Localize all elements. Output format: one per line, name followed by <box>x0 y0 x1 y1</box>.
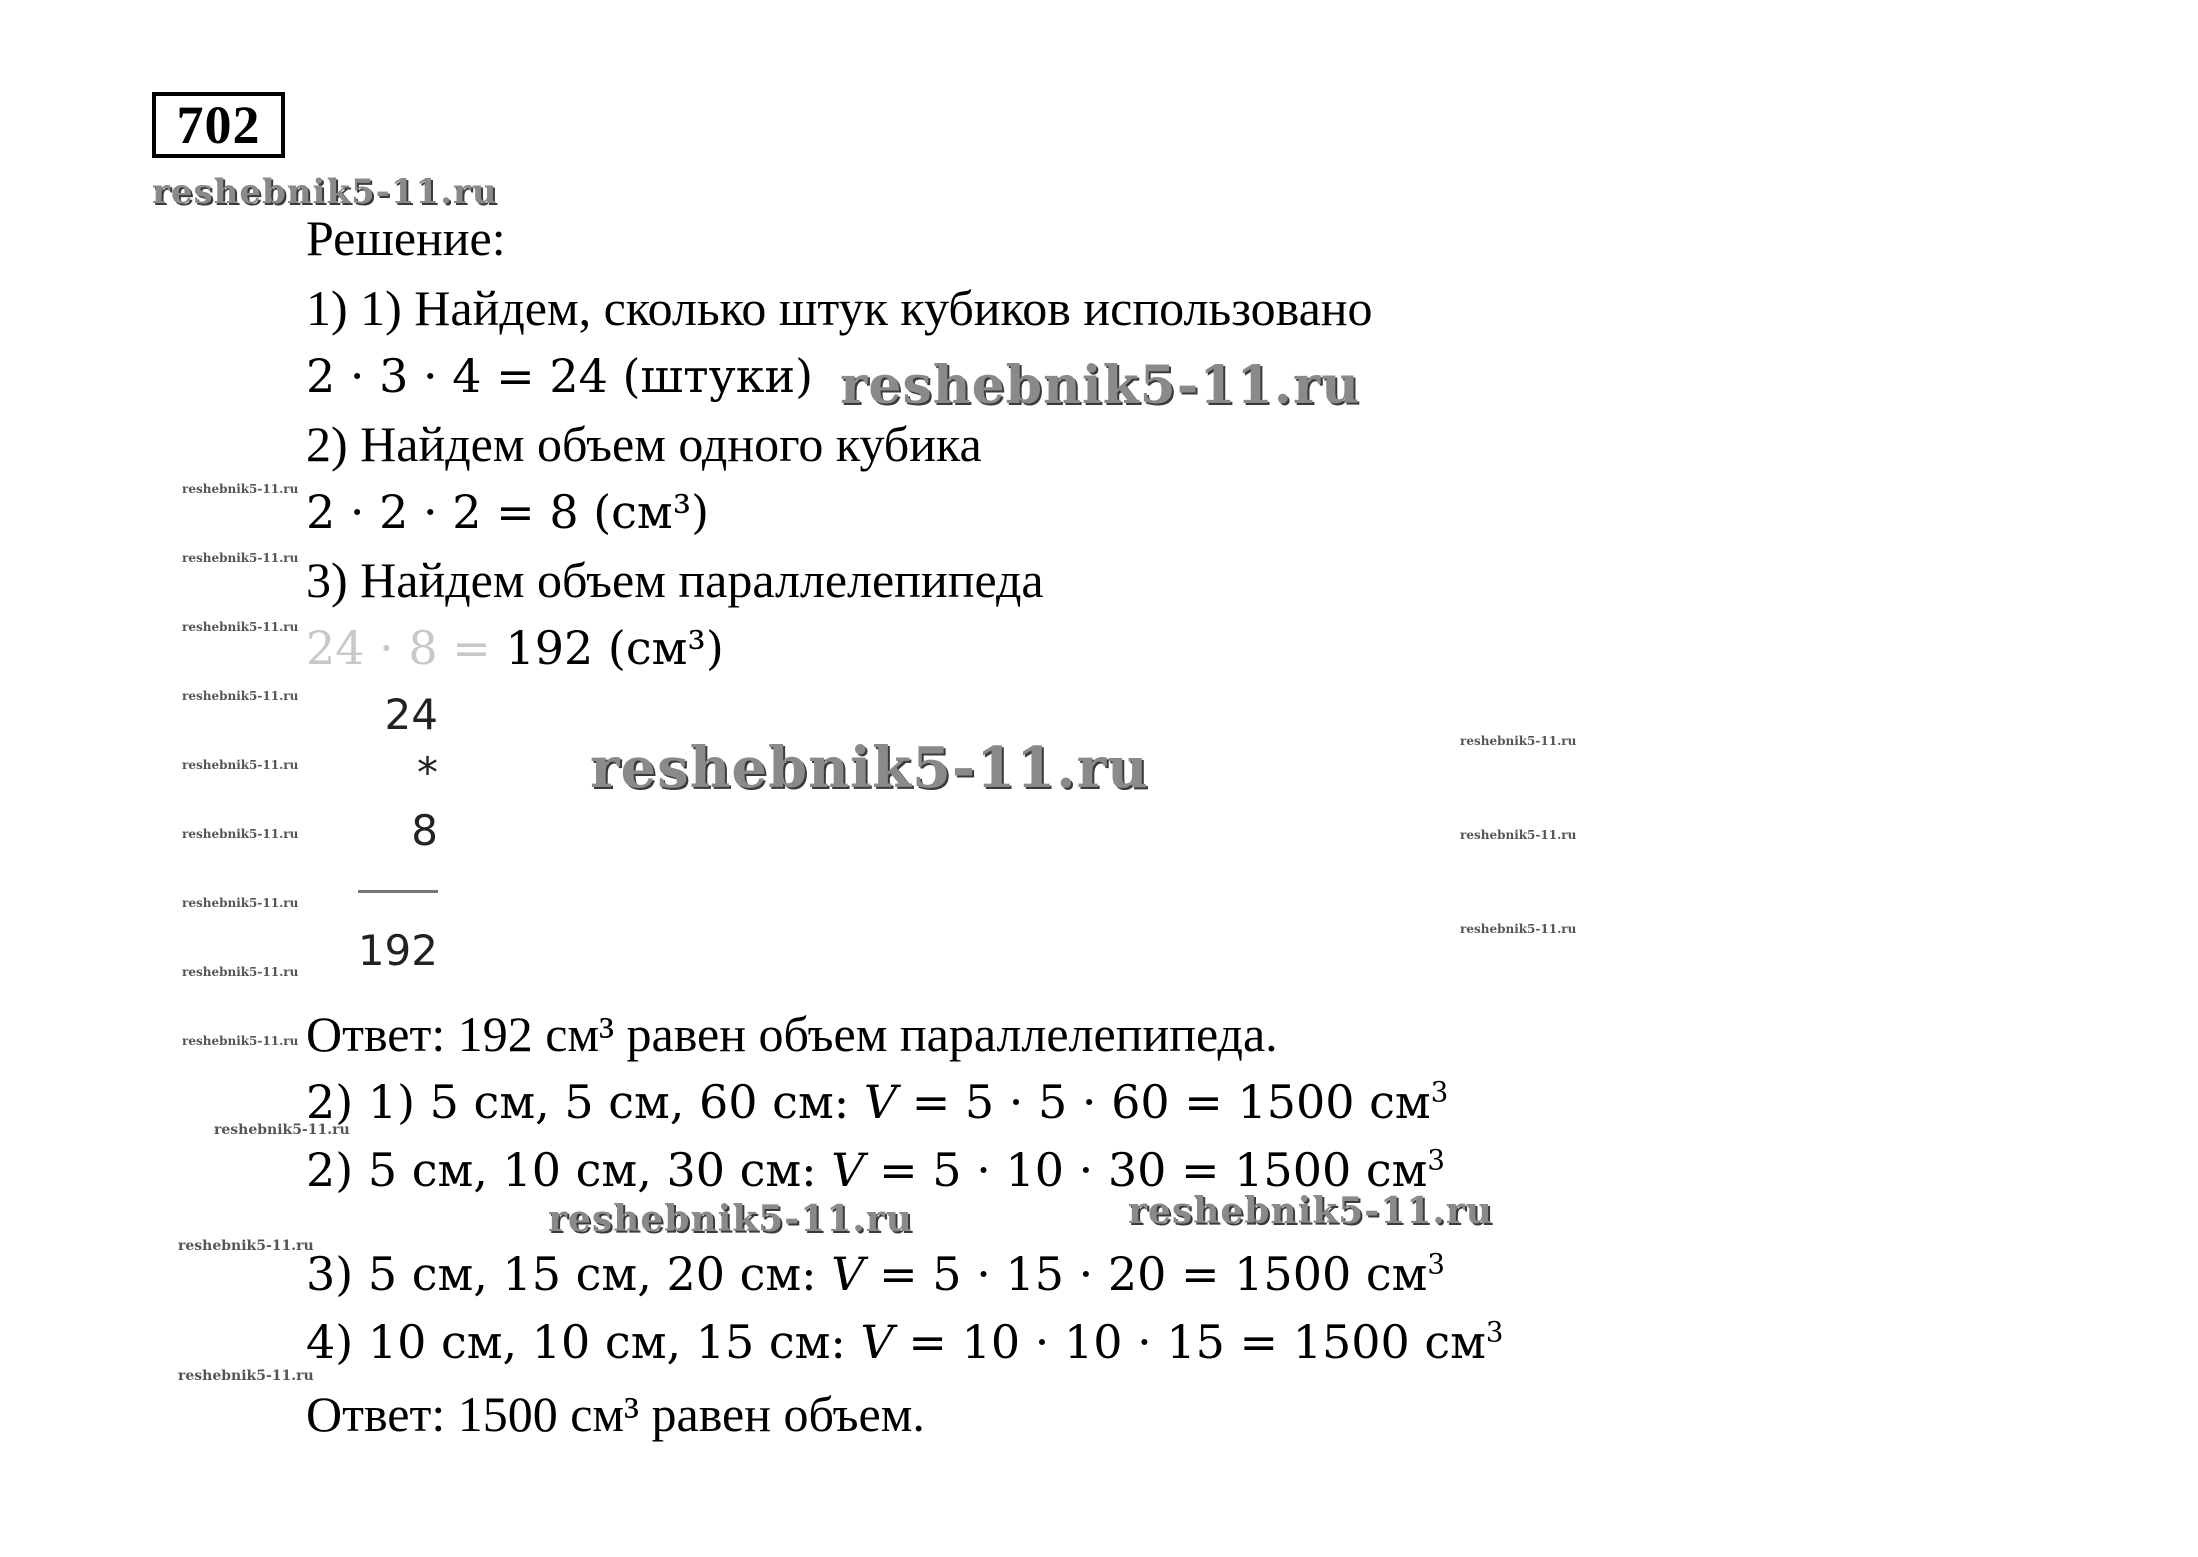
case2-formula: = 5 · 10 · 30 = 1500 см <box>879 1143 1428 1197</box>
watermark: reshebnik5-11.ru <box>548 1198 913 1240</box>
exponent: 3 <box>1430 1075 1449 1109</box>
watermark-small: reshebnik5-11.ru <box>182 689 299 703</box>
calc-divider <box>358 890 438 893</box>
solution-heading: Решение: <box>306 210 506 266</box>
case3-dimensions: 3) 5 см, 15 см, 20 см: <box>306 1247 832 1301</box>
watermark: reshebnik5-11.ru <box>1128 1190 1493 1232</box>
volume-symbol: V <box>831 1247 865 1301</box>
part1-step3-title: 3) Найдем объем параллелепипеда <box>306 552 1044 608</box>
case2-dimensions: 2) 5 см, 10 см, 30 см: <box>306 1143 832 1197</box>
case3-formula: = 5 · 15 · 20 = 1500 см <box>879 1247 1428 1301</box>
calc-product: 192 <box>357 926 438 975</box>
case4-dimensions: 4) 10 см, 10 см, 15 см: <box>306 1315 861 1369</box>
part1-step1-title: 1) 1) Найдем, сколько штук кубиков использовано <box>306 280 1373 336</box>
exponent: 3 <box>1427 1143 1445 1177</box>
exponent: 3 <box>1427 1247 1445 1281</box>
watermark-small: reshebnik5-11.ru <box>178 1368 314 1384</box>
part1-step3-equation <box>306 618 724 678</box>
watermark-small: reshebnik5-11.ru <box>1460 922 1577 936</box>
watermark: reshebnik5-11.ru <box>840 355 1361 416</box>
watermark-small: reshebnik5-11.ru <box>182 965 299 979</box>
watermark-small: reshebnik5-11.ru <box>182 896 299 910</box>
exponent: 3 <box>1485 1315 1504 1349</box>
case1-dimensions: 2) 1) 5 см, 5 см, 60 см: <box>306 1075 864 1129</box>
part1-step2-title: 2) Найдем объем одного кубика <box>306 416 982 472</box>
calc-multiplier: 8 <box>411 806 438 855</box>
faded-equation-left: 24 · 8 = <box>306 621 491 675</box>
part1-step1-equation: 2 · 3 · 4 = 24 (штуки) <box>306 349 814 403</box>
watermark-small: reshebnik5-11.ru <box>182 551 299 565</box>
watermark: reshebnik5-11.ru <box>152 172 498 212</box>
volume-symbol: V <box>831 1143 865 1197</box>
watermark-small: reshebnik5-11.ru <box>182 1034 299 1048</box>
watermark: reshebnik5-11.ru <box>590 735 1149 801</box>
watermark-small: reshebnik5-11.ru <box>1460 828 1577 842</box>
watermark-small: reshebnik5-11.ru <box>182 482 299 496</box>
volume-symbol: V <box>860 1315 894 1369</box>
watermark-small: reshebnik5-11.ru <box>182 620 299 634</box>
watermark-small: reshebnik5-11.ru <box>214 1122 350 1138</box>
case4-formula: = 10 · 10 · 15 = 1500 см <box>908 1315 1486 1369</box>
volume-symbol: V <box>863 1075 898 1129</box>
calc-multiplicand: 24 <box>384 690 438 739</box>
case1-formula: = 5 · 5 · 60 = 1500 см <box>911 1075 1431 1129</box>
calc-operator: * <box>417 748 438 797</box>
watermark-small: reshebnik5-11.ru <box>182 827 299 841</box>
answer-1: Ответ: 192 см³ равен объем параллелепипеда. <box>306 1006 1278 1062</box>
part2-case1 <box>306 1072 1448 1132</box>
watermark-small: reshebnik5-11.ru <box>1460 734 1577 748</box>
part2-case4 <box>306 1312 1503 1372</box>
equation-right: 192 (см³) <box>490 621 724 675</box>
answer-2: Ответ: 1500 см³ равен объем. <box>306 1386 925 1442</box>
problem-number-box: 702 <box>152 92 285 158</box>
watermark-small: reshebnik5-11.ru <box>178 1238 314 1254</box>
part1-step2-equation: 2 · 2 · 2 = 8 (см³) <box>306 485 710 539</box>
part2-case3 <box>306 1244 1445 1304</box>
watermark-small: reshebnik5-11.ru <box>182 758 299 772</box>
